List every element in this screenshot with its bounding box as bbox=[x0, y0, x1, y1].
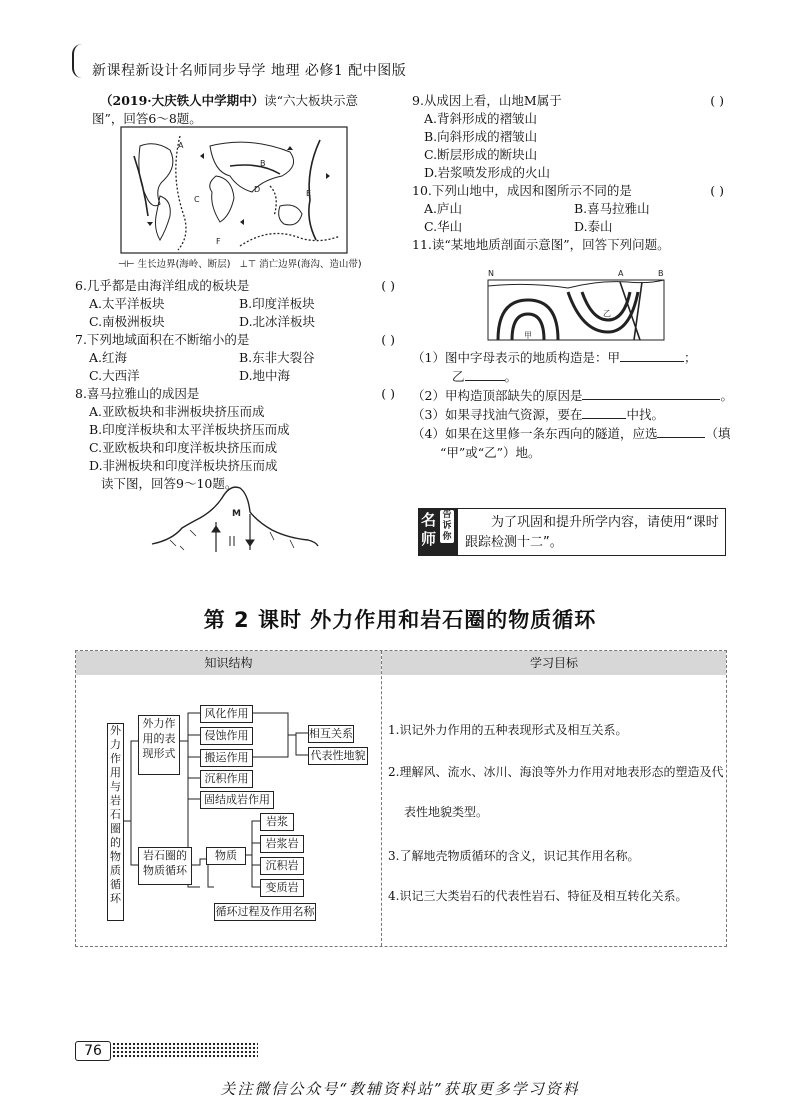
mindmap-b1-right-1: 代表性地貌 bbox=[308, 747, 368, 765]
tip-badge-big: 名师 bbox=[421, 511, 437, 548]
q9-paren: ( ) bbox=[710, 93, 724, 108]
plates-map bbox=[120, 126, 348, 254]
q7-option-d: D.地中海 bbox=[239, 368, 291, 383]
q6-option-b: B.印度洋板块 bbox=[239, 296, 315, 311]
geology-profile-figure bbox=[484, 268, 668, 344]
header-curl-decoration bbox=[72, 44, 88, 78]
q10-stem: 10.下列山地中，成因和图所示不同的是 ( ) bbox=[412, 183, 724, 198]
q11-part3: （3）如果寻找油气资源，要在 中找。 bbox=[412, 407, 664, 422]
q10-option-a: A.庐山 bbox=[424, 201, 463, 216]
mindmap-root: 外力作用与岩石圈的物质循环 bbox=[107, 723, 124, 921]
mountain-figure bbox=[150, 484, 320, 556]
q9-option-b: B.向斜形成的褶皱山 bbox=[424, 129, 538, 144]
knowledge-table bbox=[75, 650, 727, 947]
mindmap-b2-last: 循环过程及作用名称 bbox=[214, 903, 316, 921]
map-legend bbox=[118, 256, 362, 270]
mindmap-branch2: 岩石圈的物质循环 bbox=[138, 847, 192, 885]
q11-p1b-prefix: 乙 bbox=[452, 369, 465, 384]
q11-p1-end: ； bbox=[683, 350, 697, 365]
q9-option-a: A.背斜形成的褶皱山 bbox=[424, 111, 538, 126]
table-divider bbox=[381, 651, 382, 946]
profile-label-n: N bbox=[488, 269, 494, 278]
q7-option-a: A.红海 bbox=[89, 350, 128, 365]
read-figure-prompt: 读下图，回答9～10题。 bbox=[101, 476, 238, 491]
map-label-e: E bbox=[306, 189, 312, 198]
tip-badge-small: 告诉你 bbox=[440, 510, 454, 543]
page-number: 76 bbox=[75, 1041, 111, 1061]
teacher-tip-box bbox=[418, 508, 726, 556]
q11-blank-oil[interactable] bbox=[582, 405, 626, 419]
mindmap-b1-item-0: 风化作用 bbox=[200, 705, 253, 723]
map-label-f: F bbox=[216, 237, 221, 246]
q7-stem: 7.下列地域面积在不断缩小的是 ( ) bbox=[75, 332, 395, 347]
q6-stem: 6.几乎都是由海洋组成的板块是 ( ) bbox=[75, 278, 395, 293]
objective-2-cont: 表性地貌类型。 bbox=[404, 805, 489, 819]
q9-stem: 9.从成因上看，山地M属于 ( ) bbox=[412, 93, 724, 108]
profile-label-a: A bbox=[618, 269, 624, 278]
mindmap-b1-item-1: 侵蚀作用 bbox=[200, 727, 253, 745]
table-header-objectives: 学习目标 bbox=[382, 651, 726, 675]
legend-ridge-text: 生长边界(海岭、断层) bbox=[137, 259, 231, 270]
legend-trench-text: 消亡边界(海沟、造山带) bbox=[259, 259, 362, 270]
intro-source: （2019·大庆铁人中学期中） bbox=[100, 93, 265, 108]
root-connector bbox=[123, 741, 138, 865]
q10-option-d: D.泰山 bbox=[574, 219, 613, 234]
q8-stem: 8.喜马拉雅山的成因是 ( ) bbox=[75, 386, 395, 401]
q11-blank-reason[interactable] bbox=[582, 386, 720, 400]
questions-6-8 bbox=[75, 277, 395, 493]
fault-arrows bbox=[212, 526, 254, 546]
left-column bbox=[92, 92, 372, 128]
q6-option-d: D.北冰洋板块 bbox=[239, 314, 316, 329]
terrain-hatching bbox=[170, 530, 294, 550]
profile-label-yi: 乙 bbox=[603, 309, 611, 318]
mindmap-b2-item-1: 岩浆岩 bbox=[260, 835, 304, 853]
intro-text bbox=[92, 92, 372, 128]
q9-options bbox=[412, 110, 724, 182]
q11-part4b: “甲”或“乙”）地。 bbox=[440, 445, 541, 460]
q11-blank-yi[interactable] bbox=[465, 367, 505, 381]
fault-lines bbox=[216, 514, 250, 552]
q7-paren: ( ) bbox=[381, 332, 395, 347]
q6-option-c: C.南极洲板块 bbox=[89, 314, 165, 329]
trench-legend-icon: ⊥⊤ bbox=[239, 259, 257, 270]
mindmap-b2-item-0: 岩浆 bbox=[260, 813, 294, 831]
objective-3: 3.了解地壳物质循环的含义，识记其作用名称。 bbox=[388, 849, 640, 863]
q8-paren: ( ) bbox=[381, 386, 395, 401]
q11-part2: （2）甲构造顶部缺失的原因是 。 bbox=[412, 388, 733, 403]
mindmap-b1-item-3: 沉积作用 bbox=[200, 770, 253, 788]
objective-1: 1.识记外力作用的五种表现形式及相互关系。 bbox=[388, 723, 628, 737]
q11-part1: （1）图中字母表示的地质构造是：甲 ； bbox=[412, 350, 697, 365]
objective-4: 4.识记三大类岩石的代表性岩石、特征及相互转化关系。 bbox=[388, 889, 688, 903]
q6-options bbox=[75, 295, 395, 331]
mindmap-b2-mid: 物质 bbox=[206, 847, 246, 865]
mindmap-branch1: 外力作用的表现形式 bbox=[138, 715, 180, 775]
q8-option-a: A.亚欧板块和非洲板块挤压而成 bbox=[89, 404, 265, 419]
q11-blank-jia[interactable] bbox=[620, 348, 684, 362]
teacher-tip-badge bbox=[418, 508, 458, 556]
map-label-b: B bbox=[260, 159, 266, 168]
mindmap-b1-item-2: 搬运作用 bbox=[200, 749, 253, 767]
lesson-title: 第 2 课时 外力作用和岩石圈的物质循环 bbox=[203, 608, 597, 632]
table-header-structure: 知识结构 bbox=[76, 651, 381, 675]
q11-p1b-end: 。 bbox=[504, 369, 518, 384]
q8-option-c: C.亚欧板块和印度洋板块挤压而成 bbox=[89, 440, 278, 455]
profile-label-jia: 甲 bbox=[524, 331, 532, 340]
page-number-dots bbox=[112, 1042, 258, 1058]
q11-blank-tunnel[interactable] bbox=[657, 424, 705, 438]
map-label-c: C bbox=[194, 195, 200, 204]
q11-part1b bbox=[412, 367, 732, 386]
q8-option-b: B.印度洋板块和太平洋板块挤压而成 bbox=[89, 422, 290, 437]
mindmap-b1-item-4: 固结成岩作用 bbox=[200, 791, 274, 809]
page-header: 新课程新设计名师同步导学 地理 必修1 配中图版 bbox=[92, 63, 407, 79]
teacher-tip-text: 为了巩固和提升所学内容，请使用“课时跟踪检测十二”。 bbox=[465, 515, 719, 550]
map-label-d: D bbox=[254, 185, 261, 194]
branch2-mid-connector bbox=[244, 821, 260, 887]
q9-option-c: C.断层形成的断块山 bbox=[424, 147, 538, 162]
mindmap-b2-item-3: 变质岩 bbox=[260, 879, 304, 897]
right-column bbox=[412, 92, 724, 254]
ridge-legend-icon: ⊣⊢ bbox=[118, 259, 135, 270]
q11-p2-end: 。 bbox=[720, 388, 733, 403]
q11-stem: 11.读“某地地质剖面示意图”，回答下列问题。 bbox=[412, 237, 670, 252]
q7-options bbox=[75, 349, 395, 385]
q10-option-c: C.华山 bbox=[424, 219, 463, 234]
q11-part4: （4）如果在这里修一条东西向的隧道，应选 （填 bbox=[412, 426, 731, 441]
q10-option-b: B.喜马拉雅山 bbox=[574, 201, 650, 216]
mindmap-b2-item-2: 沉积岩 bbox=[260, 857, 304, 875]
intro-body: 读“六大板块示意图”，回答6～8题。 bbox=[92, 93, 359, 126]
q7-option-c: C.大西洋 bbox=[89, 368, 140, 383]
q10-paren: ( ) bbox=[710, 183, 724, 198]
profile-label-b: B bbox=[658, 269, 664, 278]
mountain-label-m: M bbox=[232, 509, 241, 519]
q7-option-b: B.东非大裂谷 bbox=[239, 350, 315, 365]
q8-option-d: D.非洲板块和印度洋板块挤压而成 bbox=[89, 458, 278, 473]
q8-options bbox=[75, 403, 395, 475]
q11-p3-end: 中找。 bbox=[626, 407, 664, 422]
objective-2: 2.理解风、流水、冰川、海浪等外力作用对地表形态的塑造及代 bbox=[388, 765, 724, 779]
q11-subquestions bbox=[412, 348, 732, 462]
mindmap-b1-right-0: 相互关系 bbox=[308, 725, 354, 743]
q10-options bbox=[412, 200, 724, 236]
q6-paren: ( ) bbox=[381, 278, 395, 293]
q9-option-d: D.岩浆喷发形成的火山 bbox=[424, 165, 551, 180]
branch1-right-connector bbox=[251, 713, 308, 757]
footer-note: 关注微信公众号“教辅资料站”获取更多学习资料 bbox=[220, 1080, 580, 1098]
q11-p4-end: （填 bbox=[705, 426, 731, 441]
q6-option-a: A.太平洋板块 bbox=[89, 296, 165, 311]
map-label-a: A bbox=[178, 141, 184, 150]
